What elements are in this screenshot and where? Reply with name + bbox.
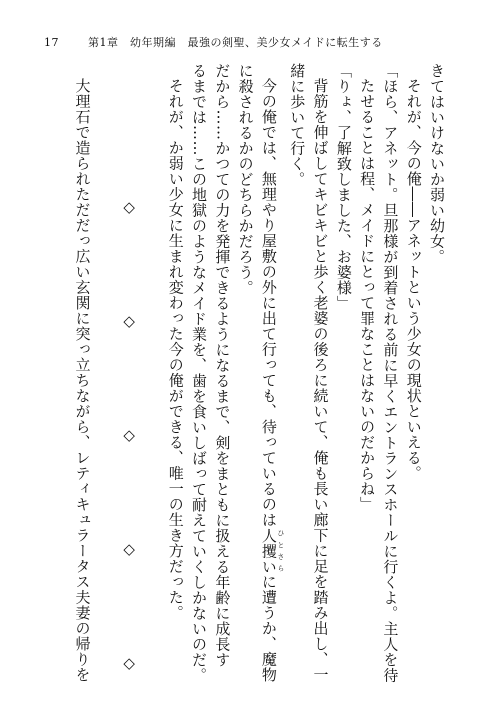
running-header (44, 34, 383, 50)
separator-diamond: ◇ (120, 654, 139, 672)
separator-diamond: ◇ (120, 540, 139, 558)
text-line: 背筋を伸ばしてキビキビと歩く老婆の後ろに続いて、俺も長い廊下に足を踏み出し、一 (311, 78, 330, 683)
text-line: 大理石で造られただだっ広い玄関に突っ立ちながら、レティキュラータス夫妻の帰りを (73, 78, 92, 683)
page-number: 17 (44, 36, 59, 49)
ruby-word (259, 527, 285, 575)
blank-line (94, 63, 117, 673)
text-line (257, 63, 285, 683)
text-line: たせることは程、メイドにとって罪なことはないのだからね」 (358, 78, 377, 512)
text-line: きてはいけないか弱い幼女。 (428, 63, 446, 265)
text-line: それが、か弱い少女に生まれ変わった今の俺ができる、唯一の生き方だった。 (166, 78, 185, 621)
separator-diamond: ◇ (120, 198, 139, 216)
ruby-reading: ひとさら (276, 527, 285, 574)
text-line: るまでは……この地獄のようなメイド業を、歯を食いしばって耐えていくしかないのだ。 (190, 63, 209, 683)
separator-diamond: ◇ (120, 426, 139, 444)
text-segment: に遭うか、魔物 (259, 574, 278, 683)
text-line: に殺されるかのどちらかだろう。 (236, 63, 255, 296)
text-line: それが、今の俺――アネットという少女の現状といえる。 (404, 78, 423, 481)
body-text (70, 63, 448, 683)
text-line: 緒に歩いて行く。 (288, 63, 307, 187)
separator-diamond: ◇ (120, 312, 139, 330)
text-line: 「ほら、アネット。旦那様が到着される前に早くエントランスホールに行くよ。主人を待 (381, 63, 400, 683)
section-separator (117, 63, 140, 673)
text-line: だから……かつての力を発揮できるようになるまで、剣をまともに扱える年齢に成長す (213, 63, 232, 668)
blank-line (140, 63, 163, 673)
ruby-base: 人攫い (259, 527, 278, 574)
chapter-title: 第1章 幼年期編 最強の剣聖、美少女メイドに転生する (88, 36, 383, 49)
text-line: 「りょ、了解致しました、お婆様」 (334, 63, 353, 311)
text-segment: 今の俺では、無理やり屋敷の外に出て行っても、待っているのは (259, 78, 278, 528)
